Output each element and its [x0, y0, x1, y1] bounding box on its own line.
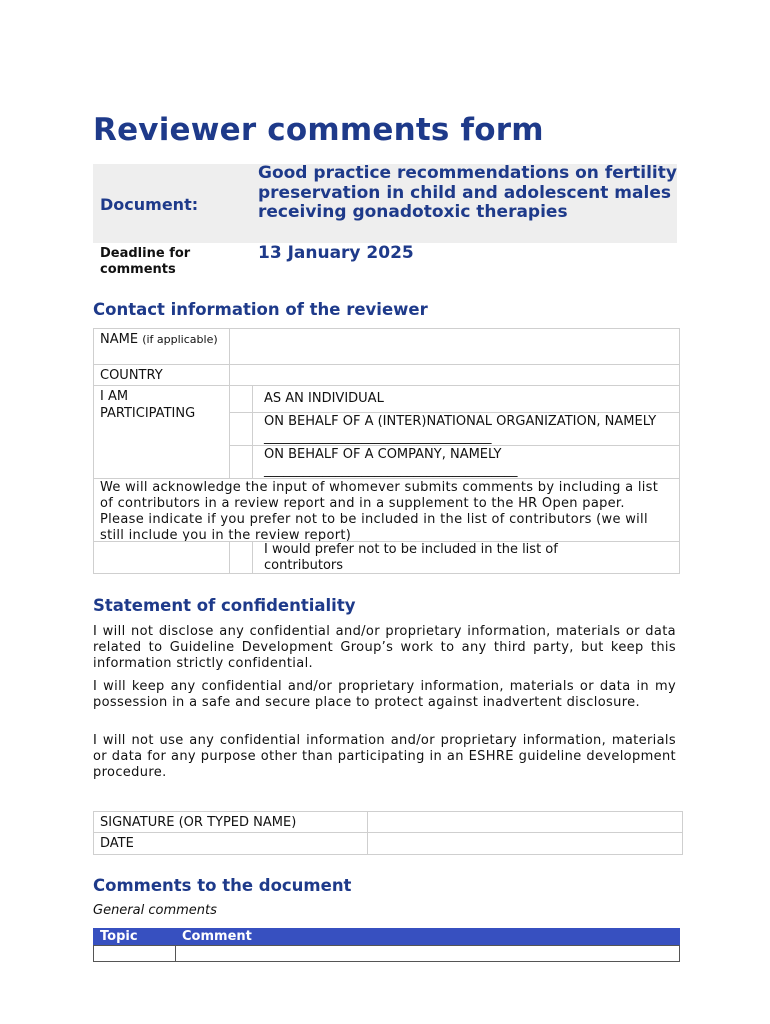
- country-label: COUNTRY: [100, 368, 163, 383]
- date-label: DATE: [100, 836, 134, 851]
- comments-table: [93, 928, 680, 962]
- company-option: ON BEHALF OF A COMPANY, NAMELY _______________________________________: [264, 447, 518, 478]
- confidentiality-paragraph-2: I will keep any confidential and/or proprietary information, materials or data in my possession in a safe and secure place to protect against inadvertent disclosure.: [93, 679, 676, 710]
- document-label: Document:: [100, 195, 199, 214]
- comments-heading: Comments to the document: [93, 876, 352, 895]
- name-label: [94, 329, 225, 348]
- confidentiality-paragraph-3: I will not use any confidential information and/or proprietary information, materials or data for any purpose other than participating in an ESHRE guideline development procedure.: [93, 733, 676, 780]
- deadline-label: Deadline for comments: [100, 246, 191, 277]
- participating-label-cell: [93, 385, 230, 479]
- acknowledge-cell: [93, 478, 680, 542]
- signature-label-cell: [93, 811, 368, 833]
- country-field[interactable]: [229, 364, 680, 386]
- prefer-not-text: I would prefer not to be included in the list of contributors: [264, 542, 558, 573]
- name-label-text: NAME: [100, 332, 139, 347]
- form-title: Reviewer comments form: [93, 112, 544, 148]
- prefer-spacer-cell: [93, 541, 230, 574]
- name-label-cell: [93, 328, 230, 365]
- signature-field[interactable]: [367, 811, 683, 833]
- general-comments-label: General comments: [93, 903, 217, 918]
- contact-heading: Contact information of the reviewer: [93, 300, 428, 319]
- signature-table: [93, 811, 683, 855]
- individual-option: AS AN INDIVIDUAL: [264, 391, 384, 406]
- company-checkbox[interactable]: [229, 445, 253, 479]
- topic-column-header: Topic: [100, 929, 138, 944]
- company-option-cell: [252, 445, 680, 479]
- organization-option-cell: [252, 412, 680, 446]
- deadline-value: 13 January 2025: [258, 243, 414, 263]
- acknowledge-text: We will acknowledge the input of whomever submits comments by including a list of contributors in a review report and in a supplement to the HR Open paper. Please indicate if you prefer not to be included in the list of contributors (we will still include you in the review report): [100, 480, 659, 543]
- document-title: Good practice recommendations on fertility preservation in child and adolescent males receiving gonadotoxic therapies: [258, 163, 677, 222]
- prefer-not-checkbox[interactable]: [229, 541, 253, 574]
- confidentiality-paragraph-1: I will not disclose any confidential and/or proprietary information, materials or data related to Guideline Development Group’s work to any third party, but keep this information strictly confidential.: [93, 624, 676, 671]
- country-label-cell: [93, 364, 230, 386]
- organization-checkbox[interactable]: [229, 412, 253, 446]
- confidentiality-heading: Statement of confidentiality: [93, 596, 356, 615]
- date-field[interactable]: [367, 832, 683, 855]
- signature-label: SIGNATURE (OR TYPED NAME): [100, 815, 297, 830]
- date-label-cell: [93, 832, 368, 855]
- comments-table-header: [93, 928, 680, 945]
- prefer-not-cell: [252, 541, 680, 574]
- comment-column-header: Comment: [182, 929, 252, 944]
- comment-cell[interactable]: [175, 945, 680, 962]
- contact-table: [93, 328, 680, 574]
- name-hint: (if applicable): [142, 333, 218, 346]
- organization-option: ON BEHALF OF A (INTER)NATIONAL ORGANIZATION, NAMELY ___________________________________: [264, 414, 657, 445]
- participating-label: I AM PARTICIPATING: [100, 389, 196, 421]
- individual-option-cell: [252, 385, 680, 413]
- individual-checkbox[interactable]: [229, 385, 253, 413]
- name-field[interactable]: [229, 328, 680, 365]
- topic-cell[interactable]: [93, 945, 176, 962]
